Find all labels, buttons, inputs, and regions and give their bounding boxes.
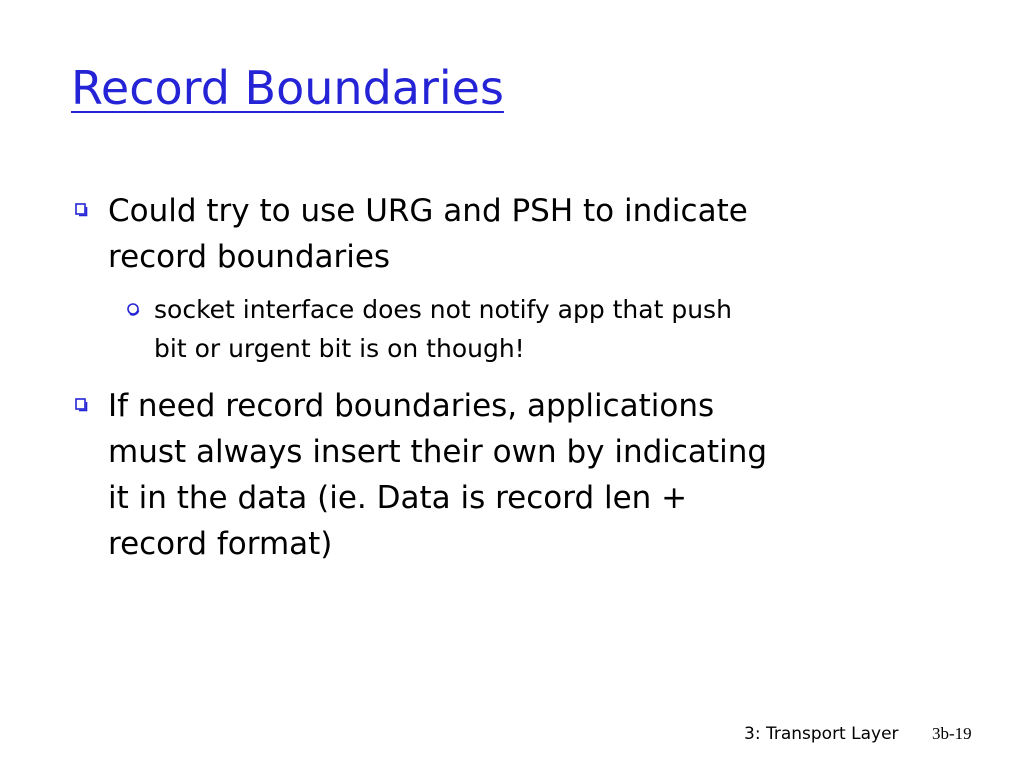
sub-bullet-item xyxy=(154,290,914,368)
square-outline-icon xyxy=(75,203,88,217)
sub-bullet-line: socket interface does not notify app that push xyxy=(154,295,732,324)
circle-outline-icon xyxy=(126,302,142,318)
bullet-line: record format) xyxy=(108,526,333,562)
sub-bullet-line: bit or urgent bit is on though! xyxy=(154,334,525,363)
bullet-line: must always insert their own by indicating xyxy=(108,434,768,470)
bullet-line: record boundaries xyxy=(108,239,391,275)
bullet-item xyxy=(108,383,908,567)
footer-label: 3: Transport Layer xyxy=(744,724,899,744)
bullet-line: it in the data (ie. Data is record len + xyxy=(108,480,688,516)
slide-title: Record Boundaries xyxy=(71,61,504,115)
bullet-line: Could try to use URG and PSH to indicate xyxy=(108,193,748,229)
page-number: 3b-19 xyxy=(932,724,972,743)
bullet-item xyxy=(108,188,908,280)
bullet-line: If need record boundaries, applications xyxy=(108,388,715,424)
square-outline-icon xyxy=(75,398,88,412)
